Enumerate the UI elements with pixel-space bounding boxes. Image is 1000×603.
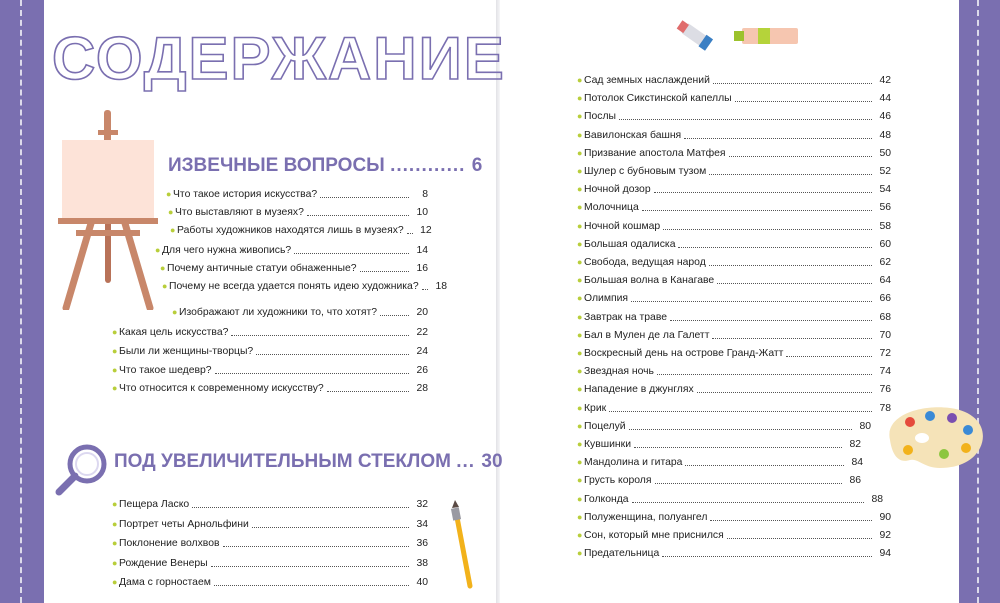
toc-entry-label: Звездная ночь [584,366,654,378]
toc-entry-label: Ночной дозор [584,184,651,196]
bullet-icon: ● [112,557,118,568]
toc-entry[interactable] [577,110,891,123]
toc-entry-label: Дама с горностаем [119,577,211,588]
toc-entry-page: 12 [420,225,432,236]
toc-entry[interactable] [577,456,863,469]
bullet-icon: ● [577,548,583,559]
toc-entry[interactable] [166,188,428,201]
bullet-icon: ● [577,420,583,431]
toc-entry-page: 68 [879,311,891,323]
toc-entry-page: 84 [851,457,863,469]
toc-entry-page: 62 [879,257,891,268]
toc-entry-label: Что такое шедевр? [119,365,212,376]
toc-entry-page: 50 [879,147,891,159]
dot-leader [256,354,409,355]
toc-entry[interactable] [170,224,432,237]
toc-entry-label: Что выставляют в музеях? [175,207,304,218]
toc-entry-label: Шулер с бубновым тузом [584,166,707,177]
toc-entry[interactable] [577,256,891,269]
dot-leader [709,265,872,266]
toc-entry-page: 60 [879,238,891,250]
toc-entry-page: 18 [435,281,447,292]
bullet-icon: ● [577,439,583,449]
toc-entry-page: 94 [879,548,891,560]
toc-entry[interactable] [577,402,891,415]
toc-entry-page: 26 [416,365,428,376]
bullet-icon: ● [577,238,583,249]
dot-leader [662,556,872,557]
toc-entry[interactable] [112,498,428,511]
dot-leader [223,546,409,547]
toc-entry[interactable] [112,326,428,339]
toc-entry-label: Вавилонская башня [584,129,682,141]
toc-entry-label: Большая волна в Канагаве [584,275,715,287]
toc-entry-page: 38 [416,557,428,569]
toc-entry-label: Свобода, ведущая народ [584,257,706,268]
dot-leader [663,229,872,230]
toc-entry[interactable] [577,547,891,560]
toc-entry-page: 72 [879,348,891,359]
dot-leader [712,338,872,339]
section-heading-eternal-questions [168,154,482,178]
dot-leader [631,301,872,302]
toc-entry-page: 54 [879,184,891,196]
bullet-icon: ● [577,384,583,395]
toc-entry[interactable] [577,238,891,251]
toc-entry-page: 88 [871,493,883,505]
toc-entry-page: 86 [849,475,861,487]
bullet-icon: ● [112,383,118,393]
toc-entry-page: 46 [879,111,891,123]
toc-entry-page: 34 [416,518,428,530]
toc-entry-page: 8 [422,189,428,200]
bullet-icon: ● [577,457,583,468]
section-leader: ............ [390,155,472,176]
toc-entry-page: 70 [879,329,891,341]
bullet-icon: ● [577,311,583,322]
bullet-icon: ● [577,184,583,195]
dot-leader [252,527,409,528]
toc-entry[interactable] [162,280,447,293]
toc-entry[interactable] [577,165,891,178]
toc-entry[interactable] [577,147,891,160]
bullet-icon: ● [112,346,118,356]
dot-leader [654,192,872,193]
bullet-icon: ● [160,263,166,273]
section-heading-magnifier [114,450,503,474]
bullet-icon: ● [577,275,583,286]
bullet-icon: ● [577,166,583,176]
dot-leader [307,215,409,216]
bullet-icon: ● [162,281,168,291]
toc-entry-page: 74 [879,366,891,378]
bullet-icon: ● [170,225,176,235]
dot-leader [360,271,409,272]
toc-entry-page: 14 [416,245,428,256]
toc-entry-label: Олимпия [584,293,629,305]
toc-entry[interactable] [112,557,428,570]
bullet-icon: ● [577,475,583,486]
dot-leader [642,210,872,211]
toc-entry[interactable] [577,511,891,524]
dot-leader [729,156,872,157]
toc-entry-page: 16 [416,263,428,274]
toc-entry[interactable] [577,292,891,305]
bullet-icon: ● [155,245,161,255]
bullet-icon: ● [577,493,583,504]
toc-entry-page: 32 [416,499,428,510]
dot-leader [655,483,843,484]
bullet-icon: ● [112,499,118,509]
toc-entry[interactable] [112,382,428,395]
toc-entry-label: Сад земных наслаждений [584,75,710,86]
bullet-icon: ● [112,365,118,375]
toc-entry[interactable] [577,365,891,378]
left-border-band [0,0,44,603]
bullet-icon: ● [577,530,583,540]
toc-entry[interactable] [577,74,891,87]
toc-entry-label: Потолок Сикстинской капеллы [584,93,732,105]
toc-entry[interactable] [577,220,891,233]
section-page-number: 6 [471,155,483,176]
toc-entry[interactable] [577,274,891,287]
dot-leader [407,233,413,234]
section-leader: ... [456,451,482,472]
toc-entry-page: 28 [416,383,428,394]
bullet-icon: ● [577,111,583,122]
toc-entry[interactable] [112,364,428,377]
bullet-icon: ● [112,538,118,548]
toc-entry-label: Послы [584,111,616,123]
dot-leader [327,391,409,392]
toc-entry-label: Кувшинки [584,439,631,450]
toc-entry-page: 40 [416,577,428,588]
left-stitch-line [20,0,22,603]
dot-leader [786,356,872,357]
toc-entry-page: 22 [416,327,428,338]
dot-leader [629,429,852,430]
dot-leader [713,83,872,84]
toc-entry-label: Почему не всегда удается понять идею художника? [169,281,419,292]
toc-entry-page: 66 [879,293,891,305]
dot-leader [214,585,409,586]
toc-entry-label: Что такое история искусства? [173,189,318,200]
dot-leader [709,174,872,175]
toc-entry-label: Полуженщина, полуангел [584,511,708,523]
toc-entry[interactable] [577,438,861,451]
toc-entry-label: Сон, который мне приснился [584,530,724,541]
toc-entry-label: Изображают ли художники то, что хотят? [179,307,378,318]
bullet-icon: ● [166,189,172,199]
toc-entry-label: Работы художников находятся лишь в музеях? [177,225,404,236]
bullet-icon: ● [577,257,583,267]
toc-entry-page: 56 [879,202,891,214]
toc-entry[interactable] [172,306,428,319]
toc-entry-page: 92 [879,530,891,541]
dot-leader [717,283,872,284]
dot-leader [422,289,428,290]
dot-leader [380,315,409,316]
section-title: ИЗВЕЧНЫЕ ВОПРОСЫ [168,155,385,176]
toc-entry-label: Воскресный день на острове Гранд-Жатт [584,348,784,359]
toc-entry-page: 24 [416,346,428,357]
bullet-icon: ● [112,577,118,587]
toc-entry-label: Завтрак на траве [584,311,667,323]
toc-entry[interactable] [577,529,891,542]
toc-entry-page: 82 [849,439,861,450]
toc-entry-label: Нападение в джунглях [584,384,694,396]
section-page-number: 30 [481,451,503,472]
magnifier-icon [54,442,110,498]
dot-leader [684,138,872,139]
dot-leader [211,566,409,567]
toc-entry-page: 10 [416,207,428,218]
bullet-icon: ● [577,147,583,158]
toc-entry-label: Какая цель искусства? [119,327,229,338]
toc-entry-label: Рождение Венеры [119,557,208,569]
dot-leader [632,502,864,503]
page-title: СОДЕРЖАНИЕ [52,25,506,92]
toc-entry[interactable] [577,92,891,105]
toc-entry-label: Мандолина и гитара [584,457,683,469]
dot-leader [735,101,872,102]
toc-entry-label: Призвание апостола Матфея [584,147,726,159]
bullet-icon: ● [577,129,583,140]
dot-leader [685,465,844,466]
toc-entry-label: Грусть короля [584,475,652,487]
bullet-icon: ● [112,518,118,529]
toc-entry-label: Молочница [584,202,639,214]
bullet-icon: ● [577,329,583,340]
bullet-icon: ● [577,293,583,304]
dot-leader [192,507,409,508]
toc-entry-label: Бал в Мулен де ла Галетт [584,329,710,341]
toc-entry[interactable] [577,129,891,142]
toc-entry[interactable] [577,420,871,433]
toc-entry-label: Портрет четы Арнольфини [119,518,249,530]
toc-entry-page: 42 [879,75,891,86]
bullet-icon: ● [168,207,174,217]
bullet-icon: ● [577,202,583,213]
palette-icon [880,402,990,472]
toc-entry-page: 48 [879,129,891,141]
dot-leader [710,520,872,521]
toc-entry-label: Для чего нужна живопись? [162,245,292,256]
toc-entry-page: 76 [879,384,891,396]
easel-icon [58,110,158,310]
toc-entry-page: 78 [879,402,891,414]
bullet-icon: ● [577,220,583,231]
toc-entry-label: Поклонение волхвов [119,538,220,549]
dot-leader [678,247,872,248]
dot-leader [231,335,409,336]
toc-entry-label: Ночной кошмар [584,220,661,232]
dot-leader [609,411,872,412]
toc-entry[interactable] [112,576,428,589]
dot-leader [294,253,409,254]
bullet-icon: ● [577,511,583,522]
toc-entry-page: 52 [879,166,891,177]
dot-leader [657,374,872,375]
toc-entry[interactable] [155,244,428,257]
toc-entry-label: Большая одалиска [584,238,676,250]
toc-entry-page: 58 [879,220,891,232]
paintbrush-icon [446,500,476,590]
toc-entry[interactable] [168,206,428,219]
dot-leader [215,373,409,374]
right-border-band [959,0,1000,603]
dot-leader [619,119,872,120]
toc-entry[interactable] [577,493,883,506]
section-title: ПОД УВЕЛИЧИТЕЛЬНЫМ СТЕКЛОМ [114,451,451,472]
bullet-icon: ● [577,402,583,413]
toc-entry-label: Что относится к современному искусству? [119,383,324,394]
toc-entry-label: Предательница [584,548,660,560]
bullet-icon: ● [577,366,583,377]
bullet-icon: ● [577,348,583,358]
bullet-icon: ● [112,327,118,337]
toc-entry-page: 20 [416,307,428,318]
bullet-icon: ● [577,75,583,85]
toc-entry[interactable] [577,183,891,196]
toc-entry-page: 90 [879,511,891,523]
right-stitch-line [977,0,979,603]
toc-entry-page: 44 [879,93,891,105]
dot-leader [320,197,409,198]
toc-entry-page: 36 [416,538,428,549]
toc-entry[interactable] [577,347,891,360]
bullet-icon: ● [577,93,583,104]
toc-entry[interactable] [577,474,861,487]
toc-entry-label: Поцелуй [584,420,626,432]
toc-entry[interactable] [112,345,428,358]
toc-entry-page: 80 [859,420,871,432]
dot-leader [670,320,872,321]
toc-entry-label: Почему античные статуи обнаженные? [167,263,357,274]
toc-entry-label: Голконда [584,493,629,505]
toc-entry-label: Пещера Ласко [119,499,190,510]
toc-entry[interactable] [577,311,891,324]
toc-entry-page: 64 [879,275,891,287]
toc-entry[interactable] [577,201,891,214]
toc-entry[interactable] [112,518,428,531]
toc-entry-label: Крик [584,402,607,414]
toc-entry[interactable] [160,262,428,275]
toc-entry[interactable] [577,383,891,396]
paint-tube-icon [672,18,802,62]
dot-leader [727,538,872,539]
dot-leader [697,392,872,393]
bullet-icon: ● [172,307,178,317]
toc-entry-label: Были ли женщины-творцы? [119,346,254,357]
toc-entry[interactable] [112,537,428,550]
toc-entry[interactable] [577,329,891,342]
dot-leader [634,447,842,448]
